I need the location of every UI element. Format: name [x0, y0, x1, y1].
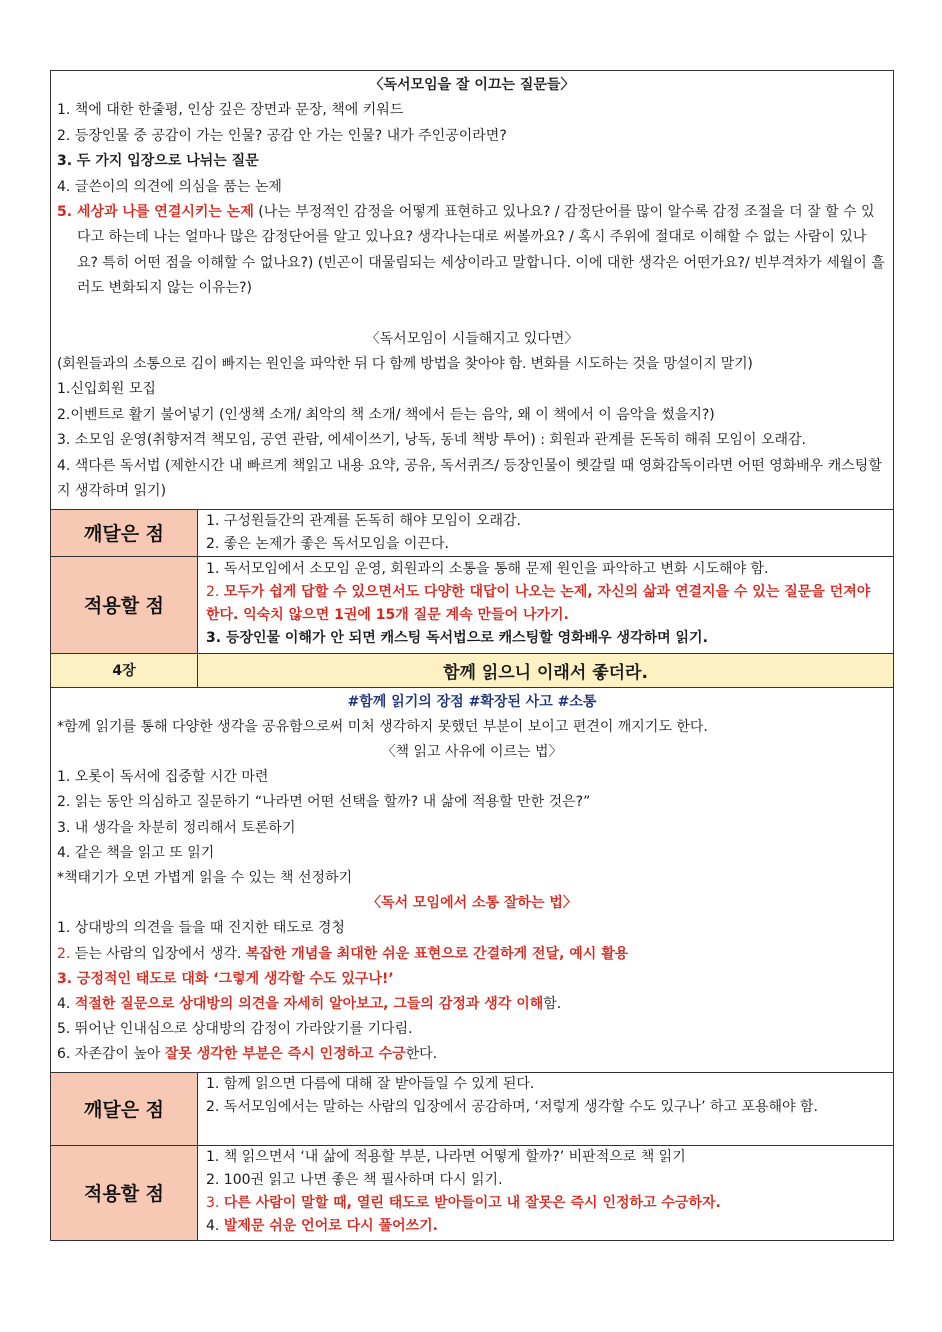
list-item: 3. 내 생각을 차분히 정리해서 토론하기: [57, 819, 296, 836]
highlight-text: 적절한 질문으로 상대방의 의견을 자세히 알아보고, 그들의 감정과 생각 이해: [74, 995, 544, 1012]
row-content: [198, 510, 893, 556]
list-item: 4. 글쓴이의 의견에 의심을 품는 논제: [57, 178, 282, 195]
row-label: 깨달은 점: [51, 1073, 198, 1145]
item-text: (나는 부정적인 감정을 어떻게 표현하고 있나요? / 감정단어를 많이 알수록 감정 조절을 더 잘 할 수 있다고 하는데 나는 얼마나 많은 감정단어를 알고 있나요? 생각나는대로 써볼까요? / 혹시 주위에 절대로 이해할 수 없는 사람이 있나요? 특히 어떤 점을 이해할 수 없나요?) (빈곤이 대물림되는 세상이라고 말합니다. 이에 대한 생각은 어떤가요?/ 빈부격차가 세월이 흘러도 변화되지 않는 이유는?): [77, 204, 885, 297]
section-heading: 〈독서모임을 잘 이끄는 질문들〉: [369, 77, 575, 93]
item-text: 함.: [543, 995, 562, 1012]
list-item: [57, 1042, 887, 1067]
list-item: 1. 구성원들간의 관계를 돈독히 해야 모임이 오래감.: [206, 512, 521, 529]
item-number: 3.: [206, 1194, 224, 1211]
row-content: [198, 557, 893, 653]
list-item: 3. 등장인물 이해가 안 되면 캐스팅 독서법으로 캐스팅할 영화배우 생각하며 읽기.: [206, 629, 708, 646]
list-item: [57, 992, 887, 1017]
row-label: 적용할 점: [51, 557, 198, 653]
chapter-number: 4장: [51, 654, 198, 687]
paragraph: (회원들과의 소통으로 김이 빠지는 원인을 파악한 뒤 다 함께 방법을 찾아야 함. 변화를 시도하는 것을 망설이지 말기): [57, 356, 753, 373]
highlight-text: 5. 세상과 나를 연결시키는 논제: [57, 204, 254, 221]
list-item: [206, 581, 885, 627]
list-item: 3. 소모임 운영(취향저격 책모임, 공연 관람, 에세이쓰기, 낭독, 동네 책방 투어) : 회원과 관계를 돈독히 해줘 모임이 오래감.: [57, 432, 807, 449]
list-item: 2. 독서모임에서는 말하는 사람의 입장에서 공감하며, ‘저렇게 생각할 수도 있구나’ 하고 포용해야 함.: [206, 1098, 818, 1115]
list-item: 5. 뛰어난 인내심으로 상대방의 감정이 가라앉기를 기다림.: [57, 1021, 413, 1038]
section-heading: 〈독서모임이 시들해지고 있다면〉: [365, 330, 579, 347]
row-label: 적용할 점: [51, 1146, 198, 1240]
list-item: 2. 좋은 논제가 좋은 독서모임을 이끈다.: [206, 535, 449, 552]
item-text: 6. 자존감이 높아: [57, 1046, 165, 1063]
list-item: [57, 942, 887, 967]
hashtags: #함께 읽기의 장점 #확장된 사고 #소통: [347, 693, 597, 710]
list-item: [206, 1192, 885, 1215]
list-item: 2. 100권 읽고 나면 좋은 책 필사하며 다시 읽기.: [206, 1171, 503, 1188]
list-item: [206, 1215, 885, 1238]
list-item: 1. 함께 읽으면 다름에 대해 잘 받아들일 수 있게 된다.: [206, 1075, 535, 1092]
list-item: 1. 상대방의 의견을 들을 때 진지한 태도로 경청: [57, 920, 345, 937]
spacer: [57, 302, 887, 327]
section-heading: 〈책 읽고 사유에 이르는 법〉: [381, 743, 563, 760]
chapter-row: [51, 653, 893, 687]
paragraph: *함께 읽기를 통해 다양한 생각을 공유함으로써 미처 생각하지 못했던 부분이 보이고 편견이 깨지기도 한다.: [57, 718, 708, 735]
list-item: 2. 등장인물 중 공감이 가는 인물? 공감 안 가는 인물? 내가 주인공이라면?: [57, 127, 507, 144]
row-label: 깨달은 점: [51, 510, 198, 556]
list-item: 2.이벤트로 활기 불어넣기 (인생책 소개/ 최악의 책 소개/ 책에서 듣는 음악, 왜 이 책에서 이 음악을 썼을지?): [57, 406, 715, 423]
list-item: [57, 200, 887, 302]
highlight-text: 잘못 생각한 부분은 즉시 인정하고 수긍: [164, 1046, 406, 1063]
list-item: 1. 독서모임에서 소모임 운영, 회원과의 소통을 통해 문제 원인을 파악하고 변화 시도해야 함.: [206, 560, 769, 577]
list-item: 2. 읽는 동안 의심하고 질문하기 “나라면 어떤 선택을 할까? 내 삶에 적용할 만한 것은?”: [57, 794, 591, 811]
list-item: 4. 색다른 독서법 (제한시간 내 빠르게 책읽고 내용 요약, 공유, 독서퀴즈/ 등장인물이 헷갈릴 때 영화감독이라면 어떤 영화배우 캐스팅할지 생각하며 읽기): [57, 457, 882, 500]
list-item: 3. 긍정적인 태도로 대화 ‘그렇게 생각할 수도 있구나!’: [57, 970, 394, 987]
row-content: [198, 1146, 893, 1240]
realize-row: [51, 509, 893, 556]
paragraph: *책태기가 오면 가볍게 읽을 수 있는 책 선정하기: [57, 869, 353, 886]
list-item: 1. 오롯이 독서에 집중할 시간 마련: [57, 769, 269, 786]
list-item: 1. 책에 대한 한줄평, 인상 깊은 장면과 문장, 책에 키워드: [57, 102, 404, 119]
highlight-text: 모두가 쉽게 답할 수 있으면서도 다양한 대답이 나오는 논제, 자신의 삶과 연결지을 수 있는 질문을 던져야 한다. 익숙치 않으면 1권에 15개 질문 계속 만들어 나가기.: [206, 583, 871, 623]
item-number: 2.: [57, 945, 71, 962]
list-item: 1. 책 읽으면서 ‘내 삶에 적용할 부분, 나라면 어떻게 할까?’ 비판적으로 책 읽기: [206, 1148, 686, 1165]
row-content: [198, 1073, 893, 1145]
section-reading-together: [51, 687, 893, 1072]
item-number: 4.: [57, 995, 75, 1012]
list-item: 4. 같은 책을 읽고 또 읽기: [57, 844, 215, 861]
document-table: [50, 70, 894, 1241]
section-guiding-questions: [51, 71, 893, 509]
item-text: 듣는 사람의 입장에서 생각.: [70, 945, 246, 962]
apply-row: [51, 1145, 893, 1240]
item-number: 2.: [206, 583, 224, 600]
section-heading: 〈독서 모임에서 소통 잘하는 법〉: [367, 895, 577, 912]
item-number: 4.: [206, 1217, 224, 1234]
realize-row: [51, 1072, 893, 1145]
list-item: 1.신입회원 모집: [57, 381, 156, 398]
highlight-text: 다른 사람이 말할 때, 열린 태도로 받아들이고 내 잘못은 즉시 인정하고 수긍하자.: [223, 1194, 721, 1211]
item-text: 한다.: [405, 1046, 438, 1063]
highlight-text: 발제문 쉬운 언어로 다시 풀어쓰기.: [223, 1217, 438, 1234]
apply-row: [51, 556, 893, 653]
list-item: 3. 두 가지 입장으로 나뉘는 질문: [57, 153, 259, 170]
chapter-title: 함께 읽으니 이래서 좋더라.: [443, 662, 648, 683]
highlight-text: 복잡한 개념을 최대한 쉬운 표현으로 간결하게 전달, 예시 활용: [245, 945, 629, 962]
